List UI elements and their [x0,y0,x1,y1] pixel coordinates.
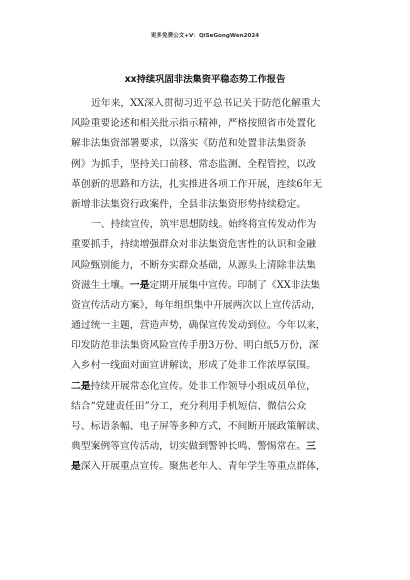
text-segment: 入乡村一线面对面宣讲解读，形成了处非工作浓厚氛围。 [71,360,316,372]
text-line [71,457,348,477]
text-line [71,296,348,316]
text-line [71,316,348,336]
text-segment: 资宣传活动方案》，每年组织集中开展两次以上宣传活动， [71,299,321,311]
text-line [71,94,348,114]
text-segment: 解非法集资部署要求，以落实《防范和处置非法集资条 [71,138,307,150]
text-segment: 资滋生土壤。 [71,279,130,291]
bold-text-segment: 是 [71,461,81,473]
text-line [71,175,348,195]
bold-text-segment: 一是 [129,279,150,291]
text-line [71,276,348,296]
text-segment: 一、持续宣传，筑牢思想防线。始终将宣传发动作为 [91,219,317,231]
text-segment: 例》为抓手，坚持关口前移、常态监测、全程管控，以改 [71,158,316,170]
text-segment: 定期开展集中宣传。印制了《XX非法集 [149,279,321,291]
text-line [71,114,348,134]
document-body [71,94,348,478]
text-line [71,195,348,215]
text-line [71,155,348,175]
text-segment: 风险重要论述和相关批示指示精神，严格按照省市处置化 [71,118,316,130]
text-segment: 重要抓手，持续增强群众对非法集资危害性的认识和金融 [71,239,316,251]
text-line [71,336,348,356]
text-segment: 号、标语条幅、电子屏等多种方式，不间断开展政策解读、 [71,421,326,432]
text-segment: 深入开展重点宣传。聚焦老年人、青年学生等重点群体， [80,461,326,473]
text-line [71,437,348,457]
text-segment: 典型案例等宣传活动，切实做到警钟长鸣、警惕常在。 [71,441,307,453]
text-segment: 结合“党建责任田”分工，充分利用手机短信、微信公众 [71,400,307,412]
text-segment: 通过统一主题，营造声势，确保宣传发动到位。今年以来， [71,320,326,332]
text-line [71,134,348,154]
text-segment: 近年来，XX深入贯彻习近平总书记关于防范化解重大 [91,98,321,109]
text-line [71,215,348,235]
text-segment: 持续开展常态化宣传。处非工作领导小组成员单位， [90,380,316,392]
text-segment: 新增非法集资行政案件，全县非法集资形势持续稳定。 [71,198,307,210]
text-line [71,235,348,255]
header-note: 更多免费公文+V：QiSeGongWen2024 [150,33,260,39]
document-title: xx持续巩固非法集资平稳态势工作报告 [124,74,286,85]
text-segment: 印发防范非法集资风险宣传手册3万份、明白纸5万份，深 [71,340,319,352]
text-segment: 革创新的思路和方法，扎实推进各项工作开展，连续6年无 [71,178,323,190]
bold-text-segment: 三 [306,441,316,453]
text-segment: 风险甄别能力，不断夯实群众基础，从源头上清除非法集 [71,259,316,271]
text-line [71,397,348,417]
text-line [71,256,348,276]
text-line [71,377,348,397]
text-line [71,356,348,376]
text-line [71,417,348,437]
bold-text-segment: 二是 [71,380,91,392]
